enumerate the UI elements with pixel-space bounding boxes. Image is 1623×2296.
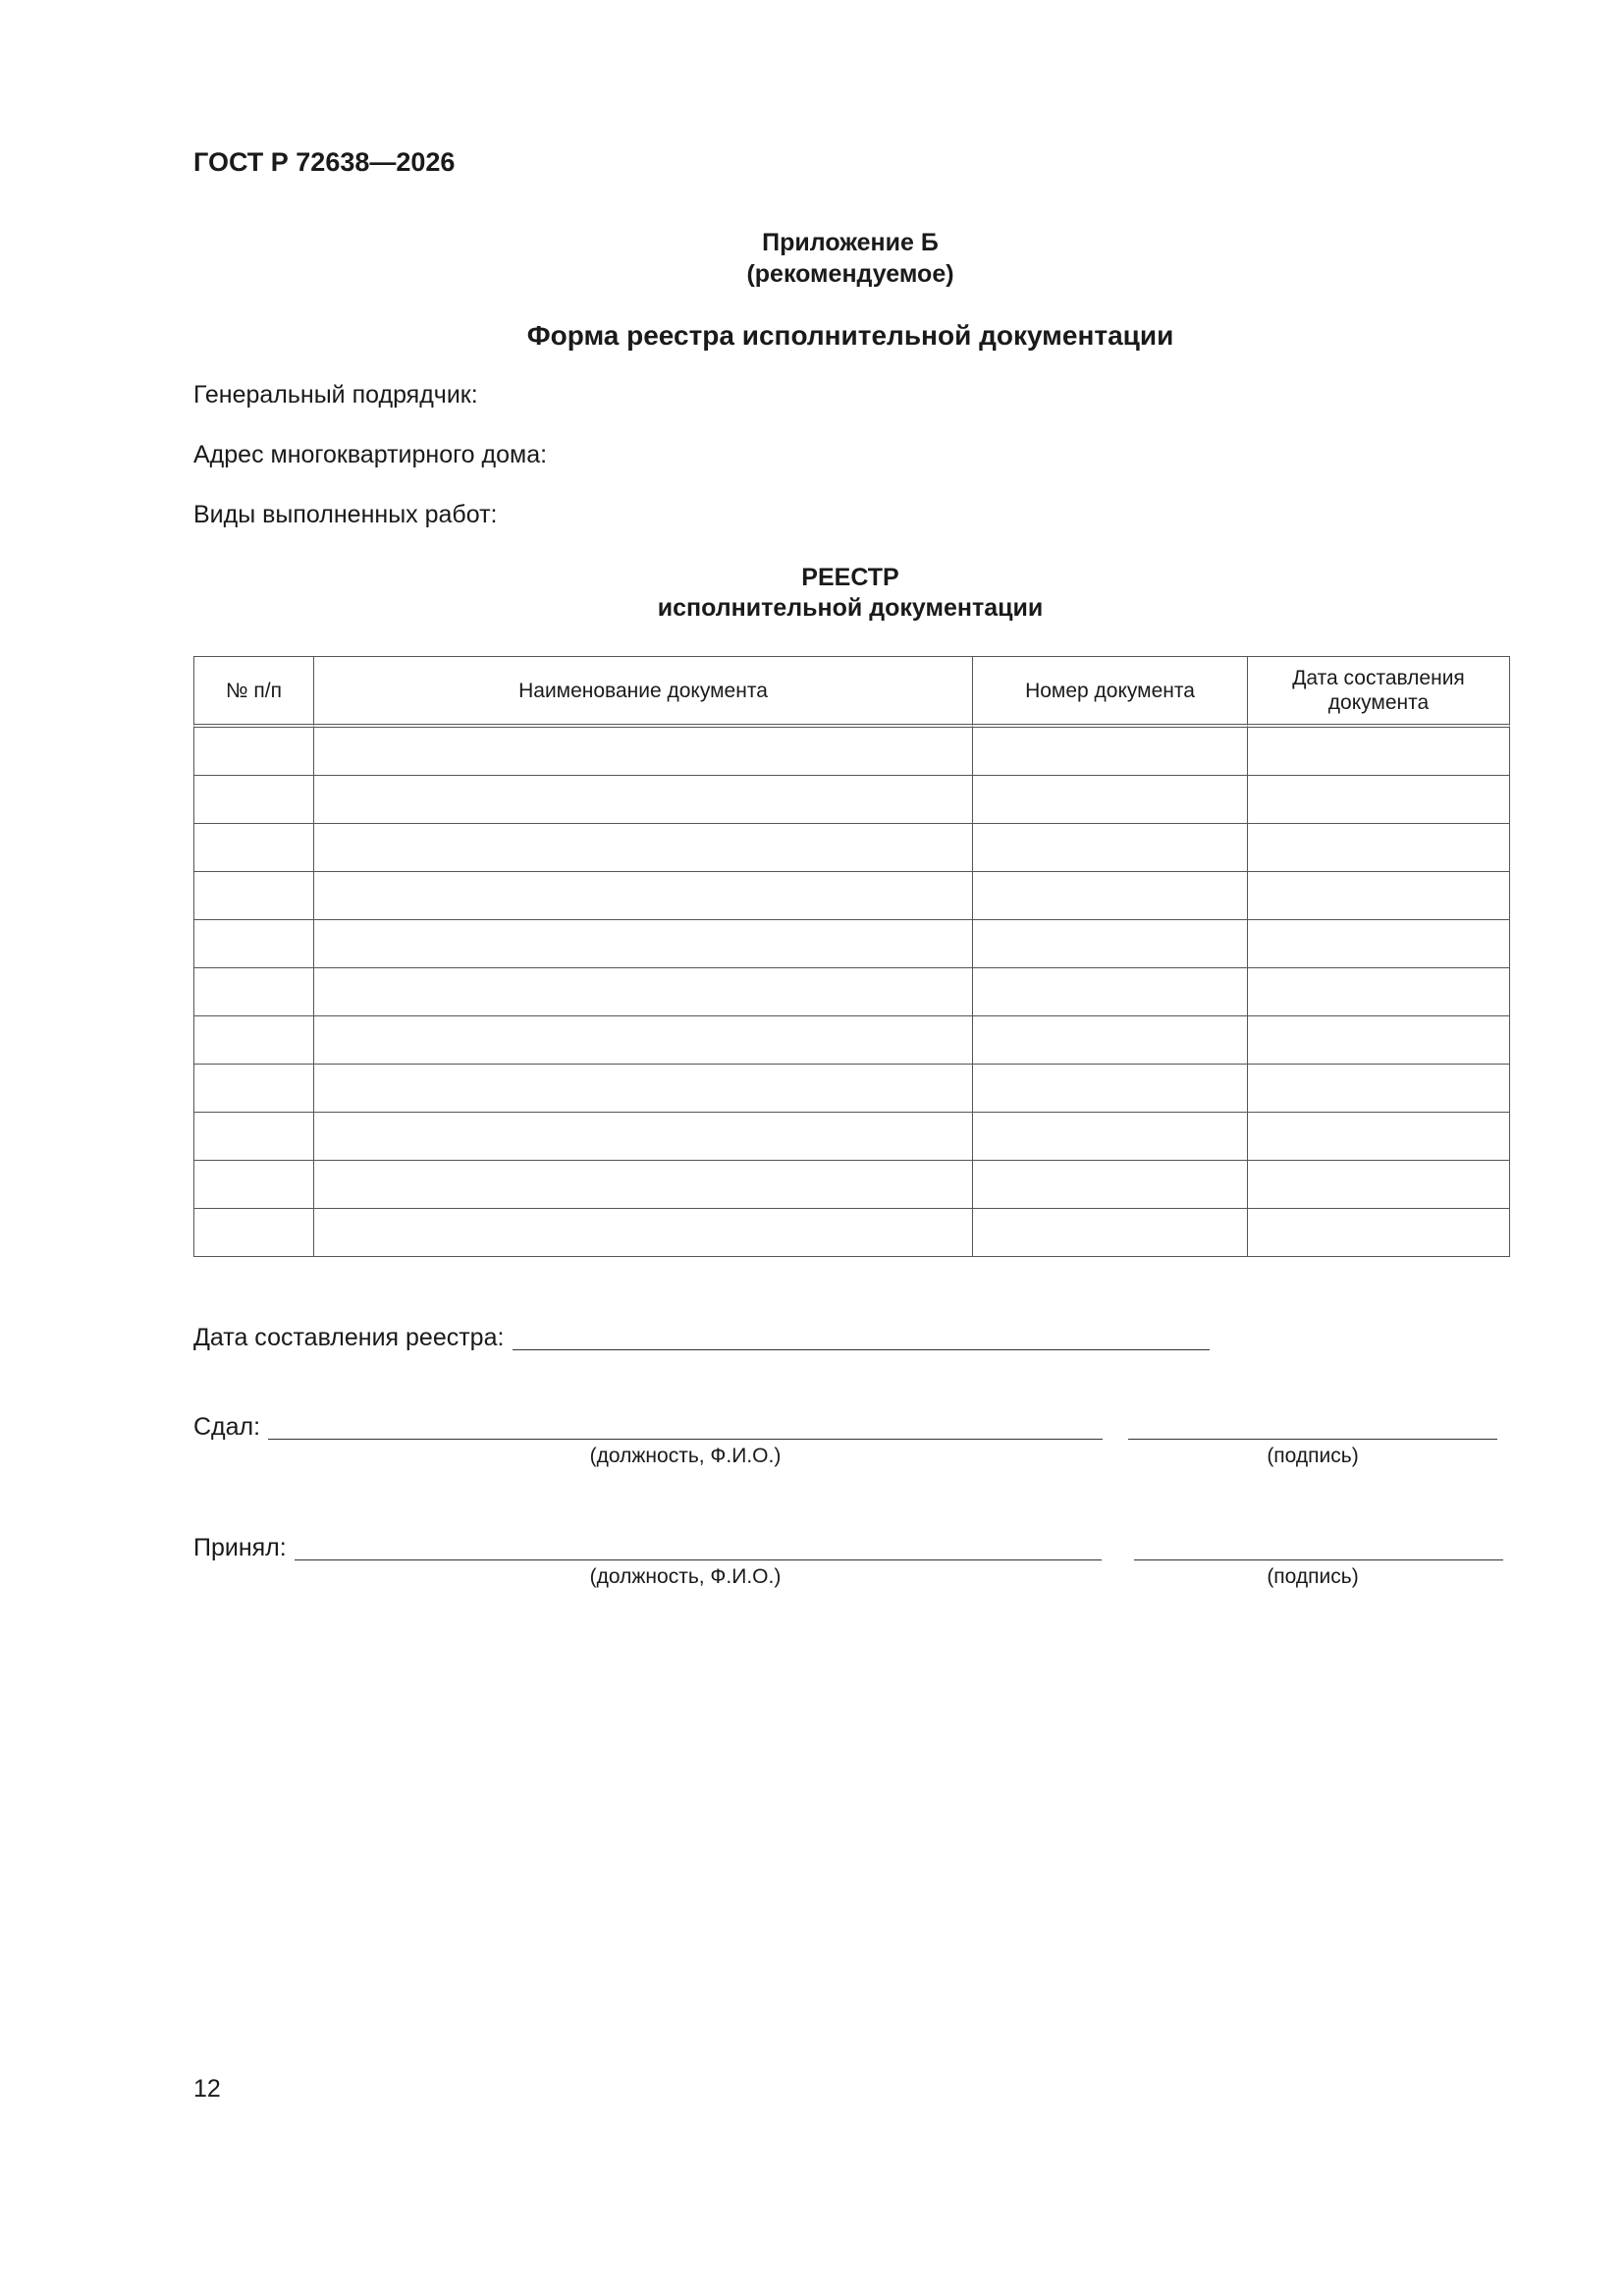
cell-document-name [314, 872, 973, 920]
cell-number [193, 1113, 314, 1161]
annex-kind: (рекомендуемое) [746, 260, 954, 288]
cell-document-date [1248, 776, 1510, 824]
handed-over-position-hint: (должность, Ф.И.О.) [589, 1445, 782, 1467]
cell-document-number [973, 968, 1248, 1016]
cell-number [193, 824, 314, 872]
handed-over-position-line [268, 1439, 1103, 1440]
table-row [193, 1209, 1510, 1257]
cell-document-number [973, 1209, 1248, 1257]
table-row [193, 728, 1510, 776]
cell-number [193, 920, 314, 968]
accepted-position-line [295, 1559, 1102, 1560]
handed-over-signature-line [1128, 1439, 1497, 1440]
standard-code: ГОСТ Р 72638—2026 [193, 147, 456, 177]
cell-document-number [973, 872, 1248, 920]
cell-document-number [973, 1161, 1248, 1209]
cell-document-date [1248, 728, 1510, 776]
cell-document-number [973, 1065, 1248, 1113]
general-contractor-label: Генеральный подрядчик: [193, 381, 478, 409]
column-header-document-name: Наименование документа [314, 656, 973, 728]
registry-date-label: Дата составления реестра: [193, 1324, 505, 1351]
cell-document-date [1248, 824, 1510, 872]
cell-document-name [314, 1065, 973, 1113]
table-row [193, 920, 1510, 968]
cell-document-date [1248, 1065, 1510, 1113]
cell-document-date [1248, 968, 1510, 1016]
cell-document-number [973, 728, 1248, 776]
cell-document-name [314, 728, 973, 776]
annex-title: Приложение Б [762, 229, 939, 256]
cell-document-date [1248, 1113, 1510, 1161]
form-title: Форма реестра исполнительной документации [526, 320, 1174, 351]
column-header-document-date: Дата составления документа [1248, 656, 1510, 728]
registry-title: РЕЕСТР [801, 564, 899, 591]
table-row [193, 872, 1510, 920]
cell-number [193, 1065, 314, 1113]
registry-table [193, 656, 1510, 1257]
table-row [193, 1113, 1510, 1161]
table-row [193, 968, 1510, 1016]
cell-document-number [973, 776, 1248, 824]
cell-number [193, 728, 314, 776]
accepted-position-hint: (должность, Ф.И.О.) [589, 1565, 782, 1588]
cell-document-name [314, 1209, 973, 1257]
cell-document-number [973, 1016, 1248, 1065]
table-row [193, 1161, 1510, 1209]
cell-number [193, 776, 314, 824]
cell-document-number [973, 1113, 1248, 1161]
table-row [193, 1016, 1510, 1065]
cell-document-name [314, 1161, 973, 1209]
cell-document-date [1248, 1161, 1510, 1209]
column-header-number: № п/п [193, 656, 314, 728]
cell-document-number [973, 824, 1248, 872]
cell-document-name [314, 776, 973, 824]
handed-over-signature-hint: (подпись) [1267, 1445, 1359, 1467]
accepted-label: Принял: [193, 1534, 287, 1561]
cell-document-name [314, 920, 973, 968]
page-number: 12 [193, 2075, 221, 2103]
accepted-signature-hint: (подпись) [1267, 1565, 1359, 1588]
table-row [193, 776, 1510, 824]
cell-document-name [314, 1016, 973, 1065]
building-address-label: Адрес многоквартирного дома: [193, 441, 548, 468]
cell-number [193, 1209, 314, 1257]
cell-document-date [1248, 1209, 1510, 1257]
cell-number [193, 1161, 314, 1209]
cell-document-date [1248, 872, 1510, 920]
column-header-document-number: Номер документа [973, 656, 1248, 728]
cell-number [193, 872, 314, 920]
cell-document-date [1248, 1016, 1510, 1065]
registry-header-row [193, 656, 1510, 728]
cell-number [193, 968, 314, 1016]
cell-document-name [314, 824, 973, 872]
registry-subtitle: исполнительной документации [657, 594, 1044, 622]
cell-document-name [314, 1113, 973, 1161]
registry-date-line [513, 1349, 1210, 1350]
cell-number [193, 1016, 314, 1065]
handed-over-label: Сдал: [193, 1413, 261, 1441]
accepted-signature-line [1134, 1559, 1503, 1560]
table-row [193, 1065, 1510, 1113]
cell-document-date [1248, 920, 1510, 968]
cell-document-number [973, 920, 1248, 968]
work-types-label: Виды выполненных работ: [193, 501, 498, 528]
cell-document-name [314, 968, 973, 1016]
table-row [193, 824, 1510, 872]
